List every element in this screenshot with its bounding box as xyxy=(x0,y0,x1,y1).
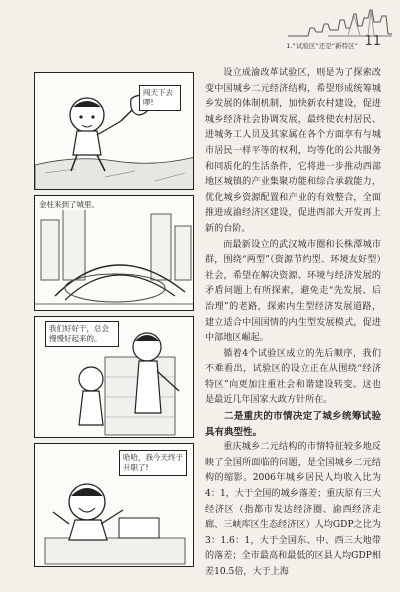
paragraph-4: 重庆城乡二元结构的市情特征较多地反映了全国所面临的问题，是全国城乡二元结构的缩影。2006年城乡居民人均收入比为4：1，大于全国的城乡落差；重庆原有三大经济区（指都市发达经济圈、渝西经济走廊、三峡库区生态经济区）人均GDP之比为3：1.6：1，大于全国东、中、西三大地带的落差；全市最高和最低的区县人均GDP相差10.5倍，大于上海 xyxy=(205,442,381,577)
comic-panel-1 xyxy=(34,72,194,190)
paragraph-3: 循着4个试验区成立的先后顺序，我们不难看出，试验区的设立正在从围绕“经济特区”向更加注重社会和谐建设转变。这也是最近几年国家大政方针所在。 xyxy=(205,348,381,406)
body-text xyxy=(205,66,381,581)
comic-panel-2 xyxy=(34,195,194,311)
running-head: 1.“试验区”还是“新特区” xyxy=(286,42,358,50)
comic-panel-3 xyxy=(34,316,194,438)
section-heading: 二是重庆的市情决定了城乡统筹试验具有典型性。 xyxy=(205,411,381,438)
paragraph-1: 设立成渝改革试验区，则是为了探索改变中国城乡二元经济结构，希望形成统筹城乡发展的体制机制，加快新农村建设，促进城乡经济社会协调发展，最终使农村居民、进城务工人员及其家属在各个方面享有与城市居民一样平等的权利，均等化的公共服务和同质化的生活条件，它将进一步推动西部地区城镇的产业集聚功能和综合承载能力，优化城乡资源配置和产业的有效整合，全面推进成渝经济区建设，促进西部大开发再上新的台阶。 xyxy=(205,68,381,234)
comic-panel-4 xyxy=(34,443,194,567)
page-number: 11 xyxy=(364,34,381,49)
panel-2-illustration xyxy=(35,196,194,311)
panel-1-speech-bubble: 闯天下去啰! xyxy=(139,85,181,111)
comic-strip xyxy=(34,72,196,572)
paragraph-2: 而最新设立的武汉城市圈和长株潭城市群，围绕“两型”（资源节约型、环境友好型）社会，希望在解决资源、环境与经济发展的矛盾问题上有所探索，避免走“先发展、后治理”的老路，探索内生型经济发展道路，建立适合中国国情的内生型发展模式，促进中部地区崛起。 xyxy=(205,239,381,344)
panel-3-speech-bubble: 我们好好干，总会慢慢好起来的。 xyxy=(45,321,119,347)
panel-4-speech-bubble: 哈哈，我今天终于升职了! xyxy=(119,450,187,476)
panel-2-caption: 金柱来到了城里。 xyxy=(39,200,99,209)
page-header xyxy=(0,0,400,52)
